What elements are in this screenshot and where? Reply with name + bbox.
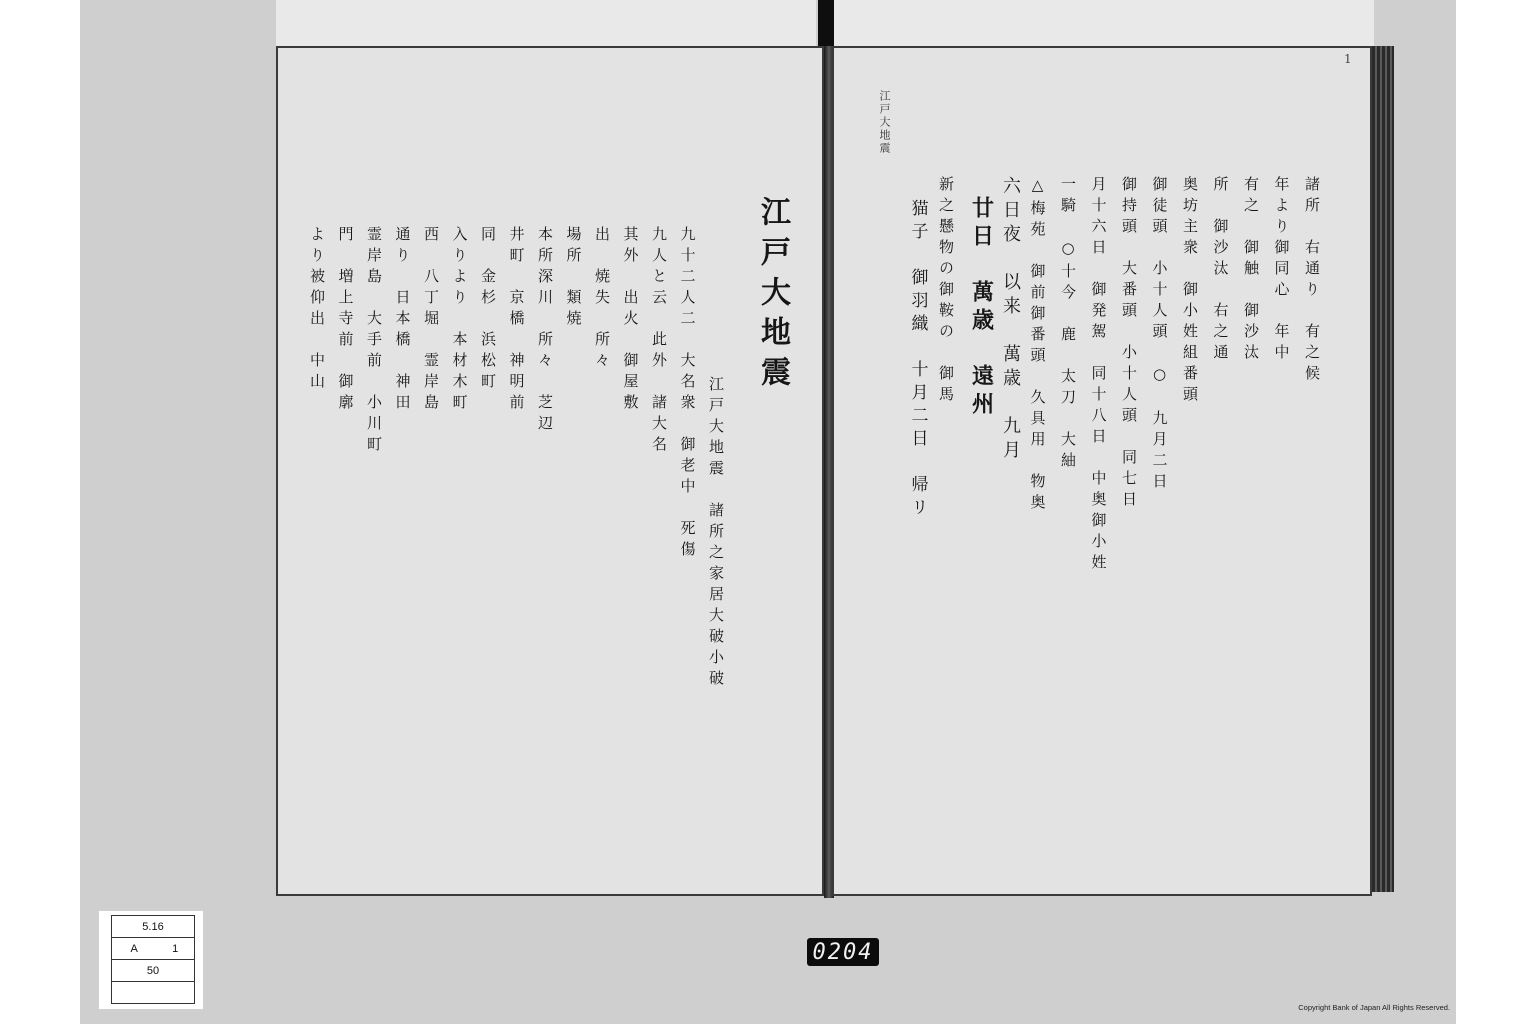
right-text-column: 御持頭 大番頭 小十人頭 同七日 (1120, 176, 1138, 512)
left-text-column: 其外 出火 御屋敷 (621, 226, 640, 415)
catalog-card (97, 909, 205, 1011)
copyright-notice: Copyright Bank of Japan All Rights Reserved. (1298, 1003, 1450, 1012)
right-text-column: 諸所 右通り 有之候 (1303, 176, 1321, 386)
left-text-column: 同 金杉 浜松町 (479, 226, 497, 394)
left-text-column: 九十二人二 大名衆 御老中 死傷 (678, 226, 697, 562)
page-edge (1372, 46, 1394, 892)
frame-number: 0204 (807, 938, 879, 966)
right-text-column: 六日夜 以来 萬歳 九月 (1000, 176, 1021, 464)
catalog-row-3: 50 (112, 960, 195, 982)
catalog-row-1: 5.16 (112, 916, 195, 938)
right-text-column: 年より御同心 年中 (1272, 176, 1291, 365)
left-page (276, 46, 824, 896)
left-text-column: 通り 日本橋 神田 (393, 226, 412, 415)
left-text-column: 入りより 本材木町 (450, 226, 469, 415)
left-text-column: 門 増上寺前 御廓 (336, 226, 355, 415)
right-text-column: △梅苑 御前御番頭 久具用 物奥 (1028, 176, 1047, 515)
left-heading: 江戸大地震 (755, 196, 790, 396)
right-text-column: 新之懸物の御鞍の 御馬 (937, 176, 955, 407)
catalog-row-4 (112, 982, 195, 1004)
left-text-column: 江戸大地震 諸所之家居大破小破 (707, 376, 725, 691)
left-text-column: 本所深川 所々 芝辺 (536, 226, 554, 436)
left-text-column: 井町 京橋 神明前 (507, 226, 526, 415)
left-text-column: 出 焼失 所々 (593, 226, 611, 373)
right-text-column: 奥坊主衆 御小姓組番頭 (1181, 176, 1199, 407)
binding-strip (818, 0, 834, 48)
right-text-column: 一騎 ○十今 鹿 太刀 大紬 (1059, 176, 1077, 473)
left-text-column: 九人と云 此外 諸大名 (650, 226, 668, 457)
right-text-column: 御徒頭 小十人頭 ○ 九月二日 (1150, 176, 1169, 494)
left-text-column: より被仰出 中山 (308, 226, 326, 394)
catalog-row-2-right: 1 (156, 938, 194, 960)
right-text-column: 月十六日 御発駕 同十八日 中奥御小姓 (1089, 176, 1108, 575)
catalog-table (111, 915, 195, 1004)
open-book (276, 46, 1394, 904)
page-number: 1 (1344, 52, 1352, 66)
left-text-column: 西 八丁堀 霊岸島 (422, 226, 440, 415)
top-strip-right (834, 0, 1374, 48)
right-text-column: 猫子 御羽織 十月二日 帰リ (907, 176, 928, 521)
left-text-column: 場所 類焼 (564, 226, 583, 331)
right-page (832, 46, 1372, 896)
margin-annotation: 江戸大地震 (878, 90, 891, 155)
left-text-column: 霊岸島 大手前 小川町 (365, 226, 383, 457)
right-text-column: 廿日 萬歳 遠州 (968, 196, 995, 420)
catalog-row-2-left: A (112, 938, 157, 960)
right-text-column: 所 御沙汰 右之通 (1211, 176, 1230, 365)
top-strip-left (276, 0, 816, 48)
right-text-column: 有之 御触 御沙汰 (1242, 176, 1260, 365)
